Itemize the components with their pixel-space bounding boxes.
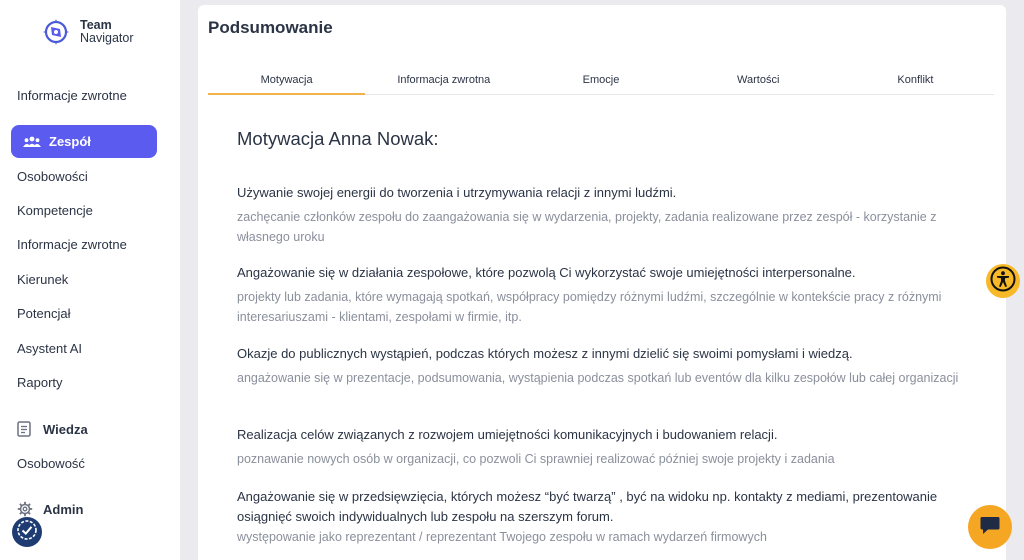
accessibility-button[interactable]	[986, 264, 1020, 298]
sidebar-item-label: Zespół	[49, 134, 91, 149]
sidebar-item-zespol[interactable]	[11, 125, 157, 158]
team-icon	[23, 135, 41, 149]
list-item	[237, 344, 967, 388]
section-heading: Motywacja Anna Nowak:	[237, 128, 439, 149]
tab-konflikt[interactable]: Konflikt	[897, 74, 934, 86]
item-title: Okazje do publicznych wystąpień, podczas których możesz z innymi dzielić się swoimi pomysłami i wiedzą.	[237, 346, 853, 361]
chat-icon	[979, 514, 1001, 541]
sidebar-section-wiedza[interactable]	[17, 421, 88, 437]
accessibility-icon	[990, 266, 1016, 297]
item-title: Angażowanie się w działania zespołowe, które pozwolą Ci wykorzystać swoje umiejętności interpersonalne.	[237, 265, 856, 280]
list-item	[237, 263, 967, 327]
tab-motywacja[interactable]: Motywacja	[208, 69, 365, 94]
sidebar-section-label: Wiedza	[43, 421, 88, 437]
cookie-consent-icon	[16, 519, 38, 546]
list-item	[237, 183, 967, 247]
sidebar-item-osobowosci[interactable]: Osobowości	[17, 169, 88, 184]
item-title: Angażowanie się w przedsięwzięcia, których możesz “być twarzą” , być na widoku np. kontakty z mediami, prezentowanie osiągnięć swoich indywidualnych lub zespołu na szerszym forum.	[237, 489, 938, 524]
tab-bar	[208, 69, 994, 95]
chat-button[interactable]	[968, 505, 1012, 549]
sidebar-item-kierunek[interactable]: Kierunek	[17, 272, 69, 287]
tab-informacja-zwrotna[interactable]: Informacja zwrotna	[397, 74, 491, 86]
sidebar-item-asystent-ai[interactable]: Asystent AI	[17, 341, 83, 356]
sidebar-item-informacje-zwrotne-2[interactable]: Informacje zwrotne	[17, 237, 127, 252]
tab-wartosci[interactable]: Wartości	[737, 74, 780, 86]
logo-title: Team	[80, 18, 112, 32]
item-title: Realizacja celów związanych z rozwojem umiejętności komunikacyjnych i budowaniem relacji.	[237, 427, 778, 442]
document-icon	[17, 421, 35, 437]
tab-emocje[interactable]: Emocje	[582, 74, 620, 86]
cookie-consent-button[interactable]	[12, 517, 42, 547]
sidebar-item-informacje-zwrotne[interactable]: Informacje zwrotne	[17, 88, 127, 103]
sidebar-item-kompetencje[interactable]: Kompetencje	[17, 203, 93, 218]
item-description: projekty lub zadania, które wymagają spotkań, współpracy pomiędzy różnymi ludźmi, szczególnie w kontekście pracy z różnymi interesariuszami - klientami, zespołami w firmie, itp.	[237, 290, 942, 324]
item-description: zachęcanie członków zespołu do zaangażowania się w wydarzenia, projekty, zadania realizowane przez zespół - korzystanie z własnego uroku	[237, 210, 937, 244]
logo[interactable]	[42, 18, 134, 46]
page-title: Podsumowanie	[208, 18, 333, 37]
sidebar-section-label: Admin	[43, 501, 84, 517]
gear-icon	[17, 501, 35, 517]
sidebar	[0, 0, 180, 560]
summary-card	[198, 5, 1006, 560]
sidebar-item-potencjal[interactable]: Potencjał	[17, 306, 71, 321]
logo-subtitle: Navigator	[80, 31, 134, 45]
list-item	[237, 425, 967, 469]
list-item	[237, 487, 967, 547]
sidebar-item-osobowosc[interactable]: Osobowość	[17, 456, 85, 471]
item-description: poznawanie nowych osób w organizacji, co pozwoli Ci sprawniej realizować później swoje projekty i zadania	[237, 452, 835, 466]
sidebar-item-raporty[interactable]: Raporty	[17, 375, 63, 390]
item-title: Używanie swojej energii do tworzenia i utrzymywania relacji z innymi ludźmi.	[237, 185, 677, 200]
logo-compass-icon	[42, 18, 70, 46]
item-description: angażowanie się w prezentacje, podsumowania, wystąpienia podczas spotkań lub eventów dla kilku zespołów lub całej organizacji	[237, 371, 959, 385]
item-description: występowanie jako reprezentant / reprezentant Twojego zespołu w ramach wydarzeń firmowych	[237, 530, 767, 544]
sidebar-section-admin[interactable]	[17, 501, 83, 517]
